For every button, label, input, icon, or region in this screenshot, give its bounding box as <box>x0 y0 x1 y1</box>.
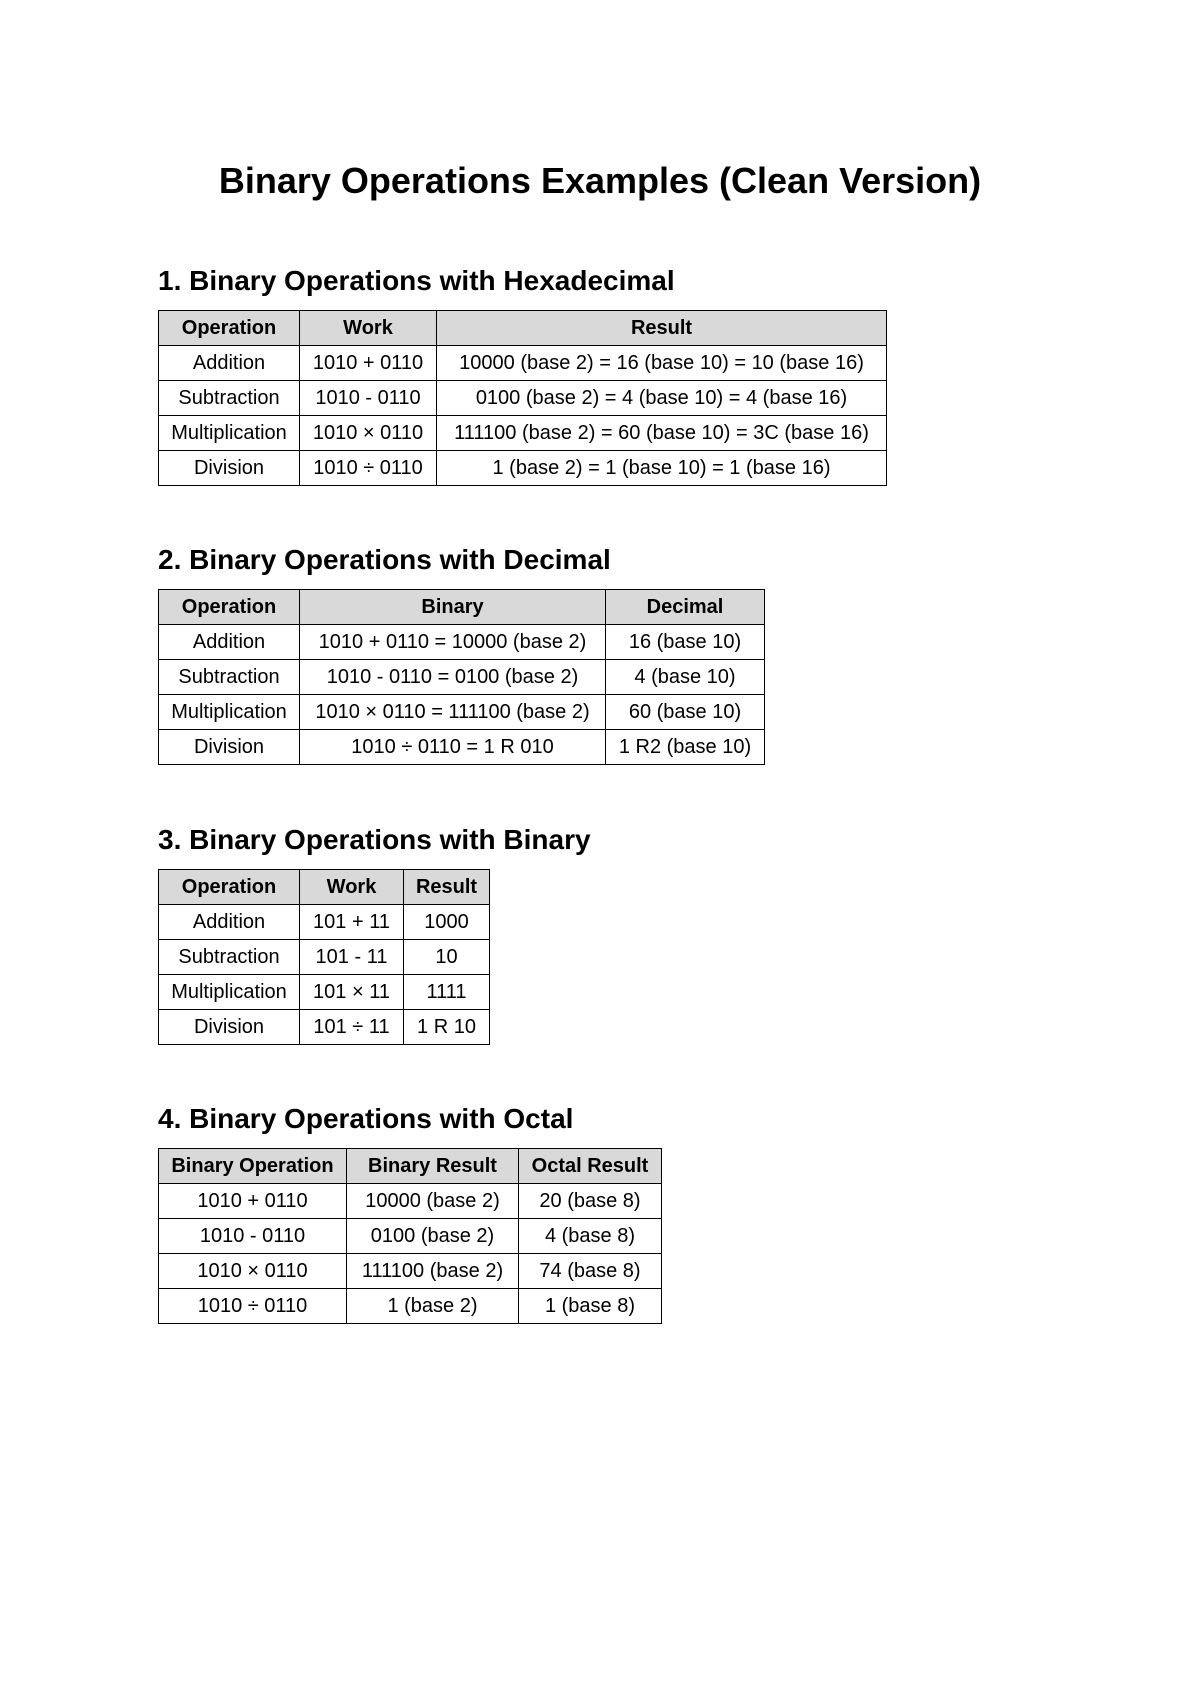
table-row <box>159 905 490 940</box>
column-header: Result <box>437 311 887 346</box>
section-octal <box>158 1102 662 1324</box>
table-cell: 1 (base 8) <box>519 1289 662 1324</box>
table-row <box>159 1219 662 1254</box>
table-cell: Subtraction <box>159 940 300 975</box>
table-row <box>159 346 887 381</box>
column-header: Binary <box>300 590 606 625</box>
binary-table <box>158 869 490 1045</box>
table-cell: 1010 ÷ 0110 <box>300 451 437 486</box>
table-cell: 4 (base 10) <box>606 660 765 695</box>
table-row <box>159 416 887 451</box>
table-cell: 101 - 11 <box>300 940 404 975</box>
table-cell: 10000 (base 2) <box>347 1184 519 1219</box>
table-cell: 101 ÷ 11 <box>300 1010 404 1045</box>
table-row <box>159 695 765 730</box>
table-cell: 1010 × 0110 <box>300 416 437 451</box>
decimal-table <box>158 589 765 765</box>
table-header-row <box>159 870 490 905</box>
table-cell: 74 (base 8) <box>519 1254 662 1289</box>
table-row <box>159 451 887 486</box>
table-cell: 1 (base 2) = 1 (base 10) = 1 (base 16) <box>437 451 887 486</box>
table-cell: 1 R2 (base 10) <box>606 730 765 765</box>
table-cell: 1010 - 0110 <box>159 1219 347 1254</box>
table-cell: 10 <box>404 940 490 975</box>
section-heading: 1. Binary Operations with Hexadecimal <box>158 265 675 296</box>
table-cell: Addition <box>159 905 300 940</box>
column-header: Operation <box>159 311 300 346</box>
section-hexadecimal <box>158 264 887 486</box>
column-header: Work <box>300 870 404 905</box>
section-binary <box>158 823 591 1045</box>
table-cell: 101 × 11 <box>300 975 404 1010</box>
table-row <box>159 940 490 975</box>
column-header: Octal Result <box>519 1149 662 1184</box>
table-cell: Subtraction <box>159 660 300 695</box>
table-cell: 0100 (base 2) = 4 (base 10) = 4 (base 16) <box>437 381 887 416</box>
table-cell: 10000 (base 2) = 16 (base 10) = 10 (base 16) <box>437 346 887 381</box>
table-cell: 16 (base 10) <box>606 625 765 660</box>
table-cell: Multiplication <box>159 975 300 1010</box>
table-cell: 1 (base 2) <box>347 1289 519 1324</box>
table-cell: 0100 (base 2) <box>347 1219 519 1254</box>
table-cell: 1010 ÷ 0110 <box>159 1289 347 1324</box>
table-cell: 4 (base 8) <box>519 1219 662 1254</box>
table-cell: Division <box>159 1010 300 1045</box>
table-header-row <box>159 590 765 625</box>
table-cell: 1010 - 0110 <box>300 381 437 416</box>
table-cell: Multiplication <box>159 416 300 451</box>
table-cell: Addition <box>159 346 300 381</box>
table-header-row <box>159 311 887 346</box>
table-cell: 1 R 10 <box>404 1010 490 1045</box>
column-header: Result <box>404 870 490 905</box>
table-cell: Subtraction <box>159 381 300 416</box>
table-cell: 111100 (base 2) = 60 (base 10) = 3C (base 16) <box>437 416 887 451</box>
table-cell: 1010 ÷ 0110 = 1 R 010 <box>300 730 606 765</box>
section-heading: 2. Binary Operations with Decimal <box>158 544 611 575</box>
column-header: Decimal <box>606 590 765 625</box>
table-cell: 1010 × 0110 = 111100 (base 2) <box>300 695 606 730</box>
table-cell: 1010 + 0110 = 10000 (base 2) <box>300 625 606 660</box>
table-cell: 1010 × 0110 <box>159 1254 347 1289</box>
table-row <box>159 1289 662 1324</box>
table-cell: 101 + 11 <box>300 905 404 940</box>
table-header-row <box>159 1149 662 1184</box>
page-title: Binary Operations Examples (Clean Version) <box>218 160 982 201</box>
column-header: Work <box>300 311 437 346</box>
table-cell: Division <box>159 730 300 765</box>
table-cell: Multiplication <box>159 695 300 730</box>
table-cell: 20 (base 8) <box>519 1184 662 1219</box>
table-row <box>159 660 765 695</box>
table-cell: 60 (base 10) <box>606 695 765 730</box>
hexadecimal-table <box>158 310 887 486</box>
section-heading: 3. Binary Operations with Binary <box>158 824 591 855</box>
table-cell: 1010 + 0110 <box>300 346 437 381</box>
table-row <box>159 1010 490 1045</box>
column-header: Binary Result <box>347 1149 519 1184</box>
table-row <box>159 1254 662 1289</box>
table-row <box>159 975 490 1010</box>
column-header: Operation <box>159 870 300 905</box>
table-cell: 111100 (base 2) <box>347 1254 519 1289</box>
table-cell: Division <box>159 451 300 486</box>
column-header: Binary Operation <box>159 1149 347 1184</box>
table-row <box>159 381 887 416</box>
table-row <box>159 730 765 765</box>
table-row <box>159 1184 662 1219</box>
table-cell: 1111 <box>404 975 490 1010</box>
section-decimal <box>158 543 765 765</box>
table-cell: 1010 - 0110 = 0100 (base 2) <box>300 660 606 695</box>
table-row <box>159 625 765 660</box>
table-cell: Addition <box>159 625 300 660</box>
section-heading: 4. Binary Operations with Octal <box>158 1103 574 1134</box>
table-cell: 1000 <box>404 905 490 940</box>
table-cell: 1010 + 0110 <box>159 1184 347 1219</box>
octal-table <box>158 1148 662 1324</box>
column-header: Operation <box>159 590 300 625</box>
